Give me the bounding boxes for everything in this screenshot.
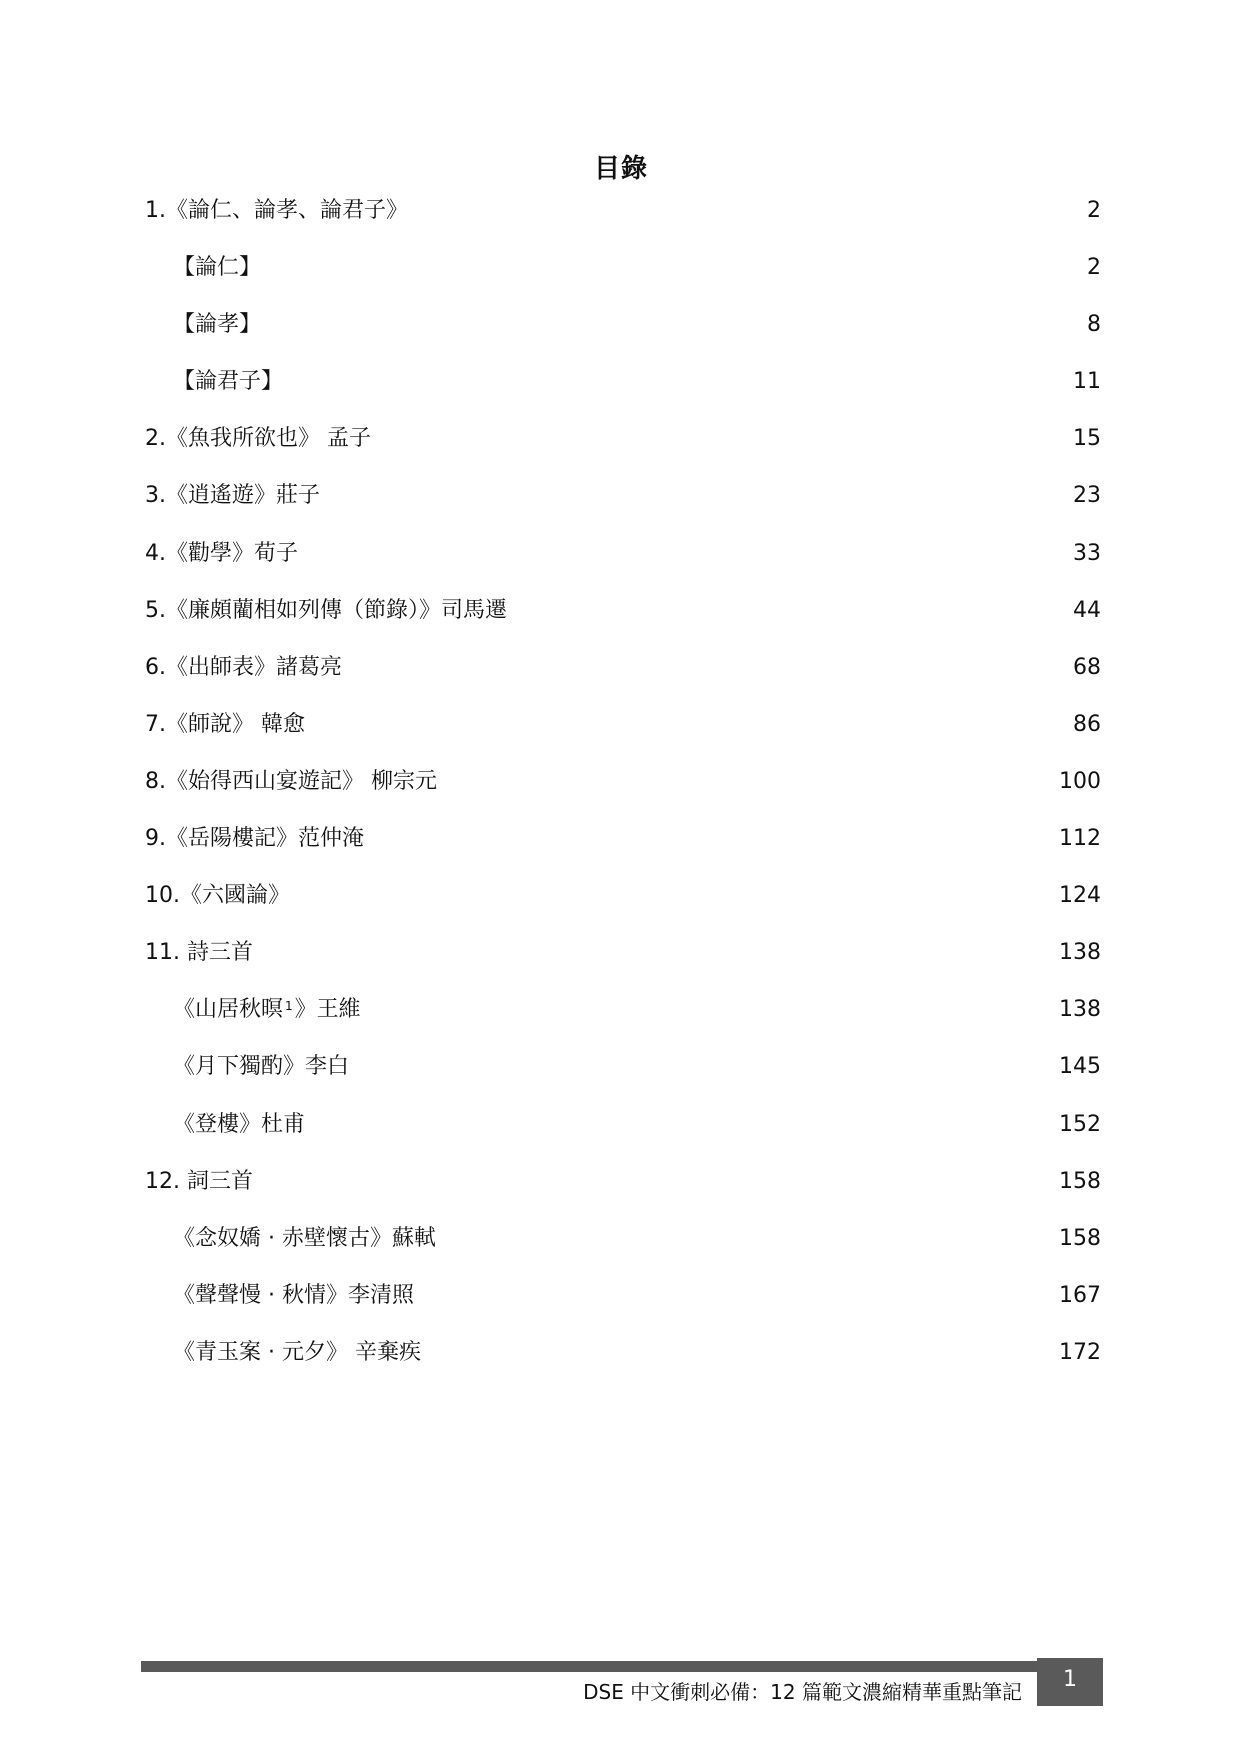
toc-entry	[145, 653, 1101, 710]
toc-entry-page: 112	[1059, 826, 1101, 852]
toc-entry-label: 9.《岳陽樓記》范仲淹	[145, 826, 364, 852]
page-title: 目錄	[593, 154, 648, 184]
toc-entry	[145, 881, 1101, 938]
toc-entry	[145, 539, 1101, 596]
toc-entry-page: 138	[1059, 940, 1101, 966]
toc-entry-page: 68	[1073, 654, 1101, 680]
toc-subentry	[145, 310, 1101, 367]
toc-entry	[145, 1167, 1101, 1224]
toc-entry-label: 《青玉案 · 元夕》 辛棄疾	[173, 1339, 421, 1365]
toc-entry-label: 11. 詩三首	[145, 940, 253, 966]
toc-entry-page: 8	[1087, 312, 1101, 338]
toc-entry-page: 124	[1059, 883, 1101, 909]
toc-entry-label: 1.《論仁、論孝、論君子》	[145, 198, 408, 223]
toc-subentry	[145, 1052, 1101, 1109]
toc-entry-page: 145	[1059, 1054, 1101, 1080]
footer-book-title: DSE 中文衝刺必備：12 篇範文濃縮精華重點筆記	[583, 1680, 1022, 1704]
toc-entry-page: 33	[1073, 540, 1101, 566]
toc-entry-label: 5.《廉頗藺相如列傳（節錄）》司馬遷	[145, 597, 507, 623]
toc-subentry	[145, 367, 1101, 424]
toc-entry-page: 172	[1059, 1339, 1101, 1365]
toc-subentry	[145, 995, 1101, 1052]
toc-entry	[145, 596, 1101, 653]
toc-entry-label: 4.《勸學》荀子	[145, 540, 298, 566]
toc-entry-label: 12. 詞三首	[145, 1168, 253, 1194]
toc-entry	[145, 424, 1101, 481]
toc-entry-page: 86	[1073, 711, 1101, 737]
toc-entry-label: 【論君子】	[173, 369, 284, 395]
toc-entry-label: 【論孝】	[173, 312, 262, 338]
toc-entry-page: 2	[1087, 255, 1101, 281]
toc-subentry	[145, 253, 1101, 310]
toc-entry-page: 23	[1073, 483, 1101, 509]
toc-entry-label: 7.《師說》 韓愈	[145, 711, 305, 737]
toc-entry	[145, 824, 1101, 881]
toc-entry-page: 138	[1059, 997, 1101, 1023]
toc-entry-label: 《登樓》杜甫	[173, 1111, 306, 1137]
page-number: 1	[1037, 1658, 1103, 1706]
toc-entry	[145, 938, 1101, 995]
toc-entry-label: 2.《魚我所欲也》 孟子	[145, 426, 371, 452]
toc-entry-label: 【論仁】	[173, 255, 262, 281]
toc-subentry	[145, 1281, 1101, 1338]
toc-entry-page: 158	[1059, 1168, 1101, 1194]
toc-entry-page: 2	[1087, 198, 1101, 223]
toc-entry-label: 10.《六國論》	[145, 883, 290, 909]
toc-subentry	[145, 1338, 1101, 1395]
toc-entry-label: 《聲聲慢 · 秋情》李清照	[173, 1282, 414, 1308]
toc-entry-label: 《月下獨酌》李白	[173, 1054, 350, 1080]
footnote-marker: 1	[285, 999, 293, 1014]
toc-entry-label	[173, 995, 361, 1025]
toc-entry-page: 152	[1059, 1111, 1101, 1137]
toc-entry-label: 《念奴嬌 · 赤壁懷古》蘇軾	[173, 1225, 436, 1251]
footer-rule	[141, 1661, 1037, 1672]
toc-entry-page: 11	[1073, 369, 1101, 395]
toc-entry-page: 158	[1059, 1225, 1101, 1251]
toc-entry-page: 15	[1073, 426, 1101, 452]
toc-entry-label: 3.《逍遙遊》莊子	[145, 483, 320, 509]
toc-entry	[145, 196, 1101, 253]
toc-entry-page: 167	[1059, 1282, 1101, 1308]
toc-entry-page: 44	[1073, 597, 1101, 623]
toc-entry-page: 100	[1059, 768, 1101, 794]
toc-entry-label-start: 《山居秋暝	[173, 997, 284, 1023]
toc-subentry	[145, 1110, 1101, 1167]
toc-entry-label-end: 》王維	[294, 997, 361, 1023]
table-of-contents	[145, 196, 1101, 1395]
toc-entry-label: 6.《出師表》諸葛亮	[145, 654, 342, 680]
toc-subentry	[145, 1224, 1101, 1281]
toc-entry-label: 8.《始得西山宴遊記》 柳宗元	[145, 768, 437, 794]
toc-entry	[145, 481, 1101, 538]
toc-entry	[145, 710, 1101, 767]
toc-entry	[145, 767, 1101, 824]
